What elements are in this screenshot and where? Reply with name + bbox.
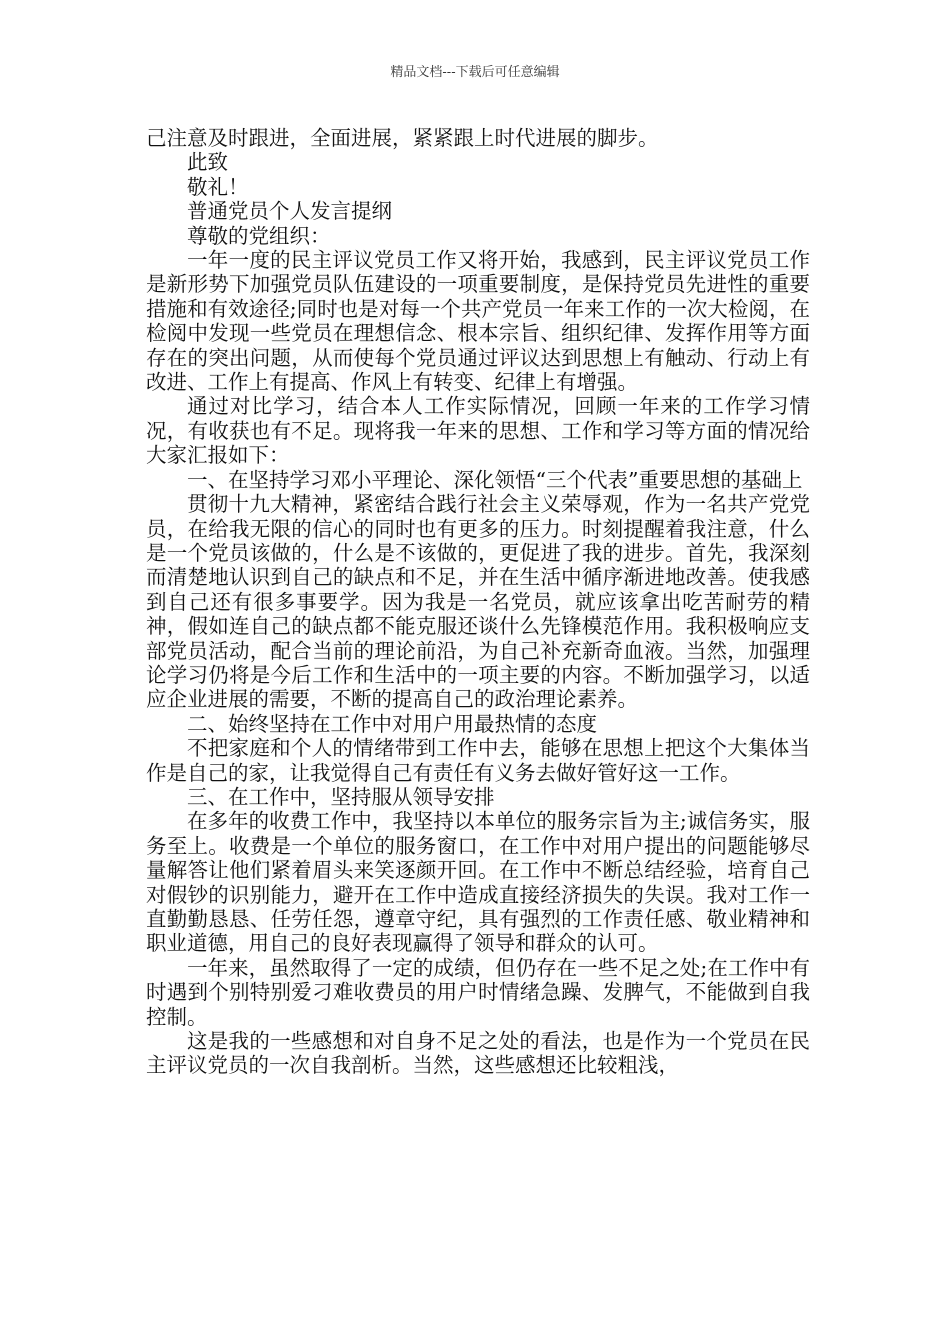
paragraph-addressee: 尊敬的党组织： [187,223,331,248]
section-heading-2: 二、始终坚持在工作中对用户用最热情的态度 [187,711,597,736]
paragraph-shortcomings: 一年来，虽然取得了一定的成绩，但仍存在一些不足之处;在工作中有时遇到个别特别爱刁难收费员的用户时情绪急躁、发脾气，不能做到自我控制。 [146,955,810,1029]
paragraph-section-2: 不把家庭和个人的情绪带到工作中去，能够在思想上把这个大集体当作是自己的家，让我觉得自己有责任有义务去做好管好这一工作。 [146,736,810,785]
section-heading-3: 三、在工作中，坚持服从领导安排 [187,784,495,809]
paragraph-salutation-jingli: 敬礼！ [187,174,249,199]
paragraph-continuation: 己注意及时跟进，全面进展，紧紧跟上时代进展的脚步。 [146,126,659,150]
paragraph-summary: 通过对比学习，结合本人工作实际情况，回顾一年来的工作学习情况，有收获也有不足。现将我一年来的思想、工作和学习等方面的情况给大家汇报如下： [146,394,810,468]
page-header: 精品文档---下载后可任意编辑 [390,65,560,80]
paragraph-section-1: 贯彻十九大精神，紧密结合践行社会主义荣辱观，作为一名共产党党员，在给我无限的信心的同时也有更多的压力。时刻提醒着我注意，什么是一个党员该做的，什么是不该做的，更促进了我的进步。首先，我深刻而清楚地认识到自己的缺点和不足，并在生活中循序渐进地改善。使我感到自己还有很多事要学。因为我是一名党员，就应该拿出吃苦耐劳的精神，假如连自己的缺点都不能克服还谈什么先锋模范作用。我积极响应支部党员活动，配合当前的理论前沿，为自己补充新奇血液。当然，加强理论学习仍将是今后工作和生活中的一项主要的内容。不断加强学习，以适应企业进展的需要，不断的提高自己的政治理论素养。 [146,492,810,712]
paragraph-closing: 这是我的一些感想和对自身不足之处的看法，也是作为一个党员在民主评议党员的一次自我剖析。当然，这些感想还比较粗浅， [146,1029,810,1078]
paragraph-section-3: 在多年的收费工作中，我坚持以本单位的服务宗旨为主;诚信务实，服务至上。收费是一个单位的服务窗口，在工作中对用户提出的问题能够尽量解答让他们紧着眉头来笑逐颜开回。在工作中不断总结经验，培育自己对假钞的识别能力，避开在工作中造成直接经济损失的失误。我对工作一直勤勤恳恳、任劳任怨，遵章守纪，具有强烈的工作责任感、敬业精神和职业道德，用自己的良好表现赢得了领导和群众的认可。 [146,809,810,956]
section-heading-1: 一、在坚持学习邓小平理论、深化领悟“三个代表”重要思想的基础上 [187,467,803,492]
paragraph-salutation-cizhi: 此致 [187,150,228,175]
paragraph-intro: 一年一度的民主评议党员工作又将开始，我感到，民主评议党员工作是新形势下加强党员队伍建设的一项重要制度，是保持党员先进性的重要措施和有效途径;同时也是对每一个共产党员一年来工作的一次大检阅，在检阅中发现一些党员在理想信念、根本宗旨、组织纪律、发挥作用等方面存在的突出问题，从而使每个党员通过评议达到思想上有触动、行动上有改进、工作上有提高、作风上有转变、纪律上有增强。 [146,248,810,395]
document-title: 普通党员个人发言提纲 [187,199,392,224]
document-body [146,126,810,1078]
